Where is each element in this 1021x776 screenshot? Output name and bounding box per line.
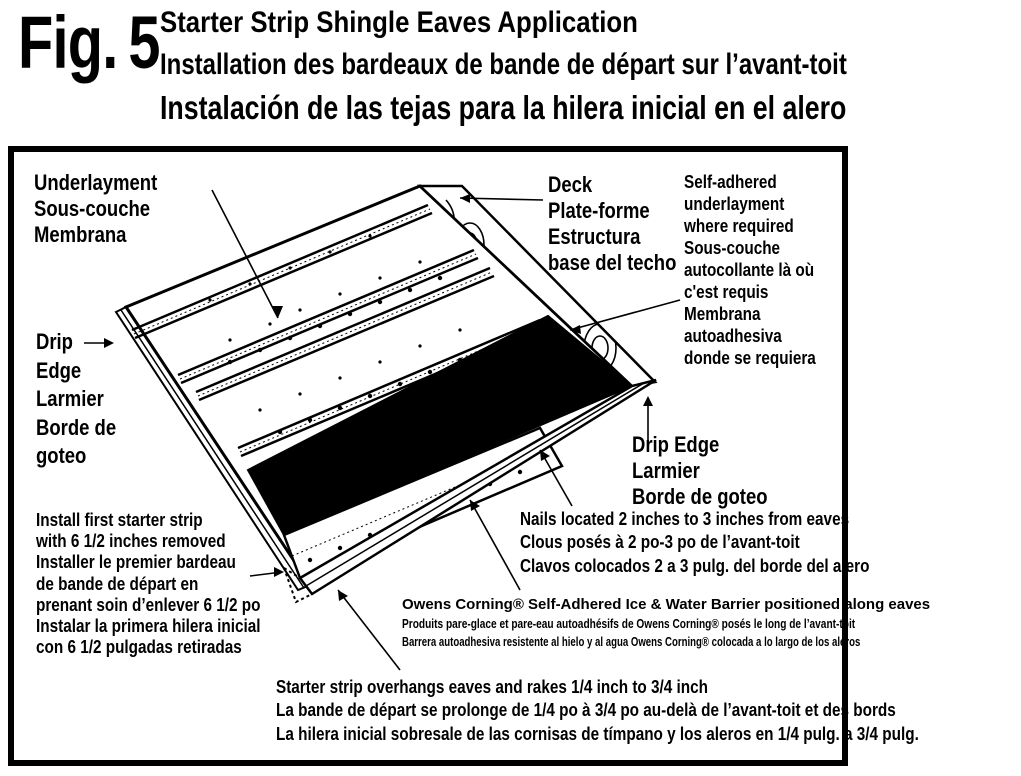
figure-number: Fig. 5 bbox=[18, 1, 160, 84]
ice-water-barrier-label: Owens Corning® Self-Adhered Ice & Water Barrier positioned along eaves Produits pare-glace et pare-eau autoadhésifs de Owens Corning® posés le long de l’avant-toit Barrera autoadhesiva resistente al hielo y al agua Owens Corning® colocada a lo largo de los aleros bbox=[402, 596, 931, 650]
starter-overhang-label: Starter strip overhangs eaves and rakes 1/4 inch to 3/4 inch La bande de départ se prolonge de 1/4 po à 3/4 po au-delà de l’avant-toit et des bords La hilera inicial sobresale de las cornisas de tímpano y los aleros en 1/4 pulg. a 3/4 pulg. bbox=[276, 677, 919, 744]
title-english: Starter Strip Shingle Eaves Application bbox=[160, 6, 638, 39]
self-adhered-underlayment-label: Self-adhered underlayment where required Sous-couche autocollante là où c'est requis Membrana autoadhesiva donde se requiera bbox=[684, 172, 816, 368]
underlayment-label: Underlayment Sous-couche Membrana bbox=[34, 170, 158, 247]
drip-edge-left-label: Drip Edge Larmier Borde de goteo bbox=[36, 329, 117, 469]
nails-label: Nails located 2 inches to 3 inches from eaves Clous posés à 2 po-3 po de l’avant-toit Clavos colocados 2 a 3 pulg. del borde del alero bbox=[520, 509, 870, 576]
title-french: Installation des bardeaux de bande de départ sur l’avant-toit bbox=[160, 48, 847, 81]
deck-label: Deck Plate-forme Estructura base del techo bbox=[548, 172, 677, 275]
drip-edge-right-label: Drip Edge Larmier Borde de goteo bbox=[632, 432, 768, 509]
title-spanish: Instalación de las tejas para la hilera inicial en el alero bbox=[160, 89, 847, 126]
install-first-starter-label: Install first starter strip with 6 1/2 inches removed Installer le premier bardeau de bande de départ en prenant soin d’enlever 6 1/2 po Instalar la primera hilera inicial con 6 1/2 pulgadas retiradas bbox=[36, 510, 261, 658]
